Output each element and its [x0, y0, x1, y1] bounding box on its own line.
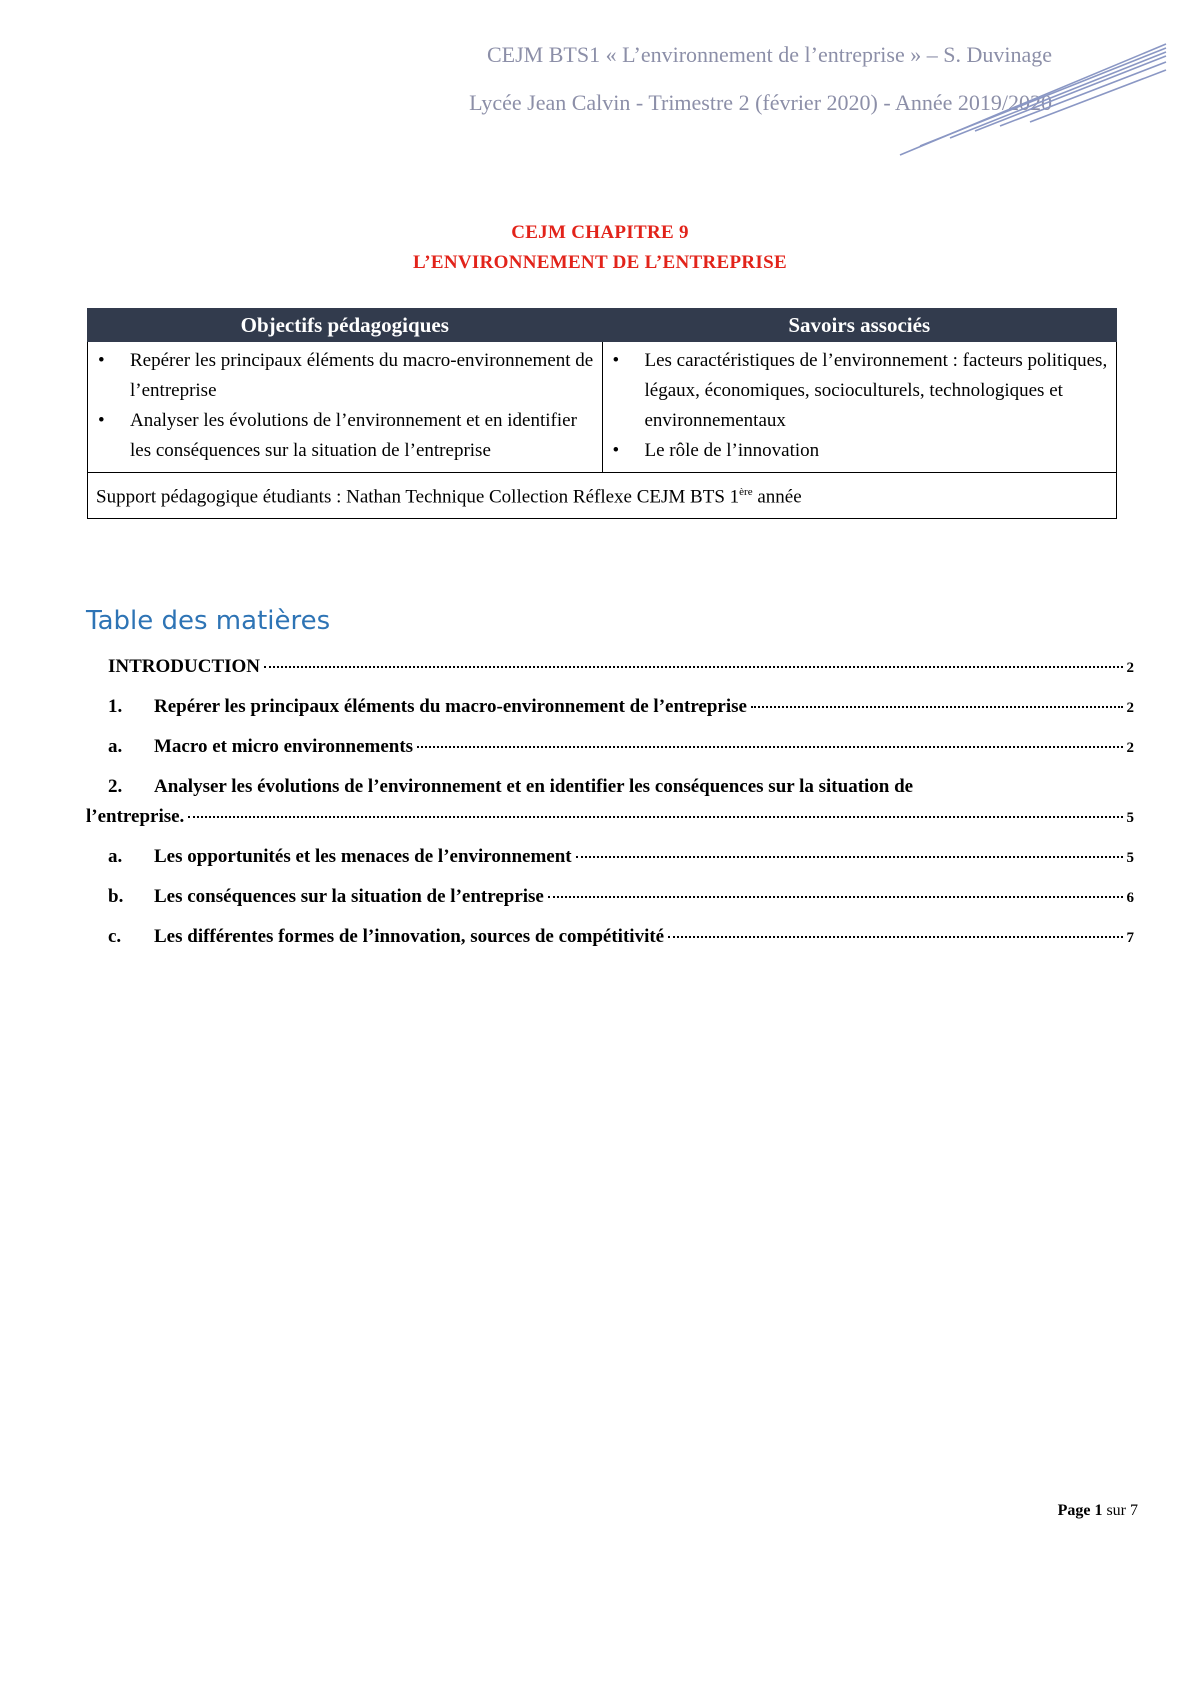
objectives-table [87, 308, 1117, 519]
toc-leader [188, 816, 1122, 818]
toc-entry-section-1[interactable] [108, 696, 1134, 718]
knowledge-item: • Les caractéristiques de l’environnement : facteurs politiques, légaux, économiques, socioculturels, technologiques et environnementaux [611, 346, 1109, 436]
knowledge-header: Savoirs associés [602, 309, 1117, 342]
toc-entry-text: Les opportunités et les menaces de l’environnement [154, 846, 572, 867]
toc-entry-number: a. [108, 736, 123, 757]
chapter-title: L’ENVIRONNEMENT DE L’ENTREPRISE [413, 252, 787, 273]
toc-heading: Table des matières [86, 606, 331, 636]
toc-entry-introduction[interactable] [108, 656, 1134, 678]
toc-entry-text: INTRODUCTION [108, 656, 261, 677]
toc-entry-number: b. [108, 886, 124, 907]
support-suffix: année [752, 486, 802, 508]
toc-page-number: 2 [1126, 660, 1134, 676]
support-superscript: ère [739, 486, 753, 498]
objective-item: • Analyser les évolutions de l’environnement et en identifier les conséquences sur la situation de l’entreprise [96, 406, 594, 466]
toc-entry-text-continued: l’entreprise. [86, 806, 185, 827]
page-footer [1058, 1502, 1138, 1520]
objective-item: • Repérer les principaux éléments du macro-environnement de l’entreprise [96, 346, 594, 406]
toc-entry-text: Macro et micro environnements [154, 736, 414, 757]
support-text: Support pédagogique étudiants : Nathan Technique Collection Réflexe CEJM BTS 1 [96, 486, 740, 508]
toc-entry-number: 2. [108, 776, 123, 797]
knowledge-cell [602, 342, 1117, 473]
toc-entry-section-2c[interactable] [108, 926, 1134, 948]
objectives-cell [88, 342, 603, 473]
header-course-line: CEJM BTS1 « L’environnement de l’entreprise » – S. Duvinage [487, 42, 1052, 67]
footer-sur: sur [1106, 1502, 1126, 1519]
toc-entry-text: Analyser les évolutions de l’environnement et en identifier les conséquences sur la situation de [154, 776, 914, 797]
toc-entry-text: Les différentes formes de l’innovation, sources de compétitivité [154, 926, 665, 947]
toc-entry-section-2a[interactable] [108, 846, 1134, 868]
toc-leader [548, 896, 1123, 898]
footer-page-label: Page [1057, 1502, 1091, 1519]
objectives-header: Objectifs pédagogiques [88, 309, 603, 342]
decorative-stripes-icon [880, 34, 1170, 164]
toc-leader [417, 746, 1122, 748]
knowledge-item: • Le rôle de l’innovation [611, 436, 1109, 466]
toc-entry-number: a. [108, 846, 123, 867]
toc-entry-section-1a[interactable] [108, 736, 1134, 758]
toc-page-number: 2 [1126, 740, 1134, 756]
toc-page-number: 7 [1126, 930, 1134, 946]
chapter-number: CEJM CHAPITRE 9 [511, 222, 689, 243]
footer-total-pages: 7 [1130, 1502, 1138, 1519]
toc-page-number: 6 [1126, 890, 1134, 906]
toc-entry-section-2[interactable] [86, 776, 1134, 828]
toc-entry-text: Les conséquences sur la situation de l’entreprise [154, 886, 544, 907]
toc-entry-text: Repérer les principaux éléments du macro-environnement de l’entreprise [154, 696, 747, 717]
toc-page-number: 5 [1126, 810, 1134, 826]
support-row [88, 473, 1117, 519]
toc-entry-number: 1. [108, 696, 123, 717]
toc-leader [576, 856, 1123, 858]
toc-leader [264, 666, 1122, 668]
header-school-line: Lycée Jean Calvin - Trimestre 2 (février 2020) - Année 2019/2020 [469, 90, 1052, 115]
toc-leader [668, 936, 1122, 938]
toc-entry-section-2b[interactable] [108, 886, 1134, 908]
toc-entry-number: c. [108, 926, 122, 947]
toc-page-number: 5 [1126, 850, 1134, 866]
toc-page-number: 2 [1126, 700, 1134, 716]
toc-leader [751, 706, 1123, 708]
footer-page-number: 1 [1094, 1502, 1103, 1519]
